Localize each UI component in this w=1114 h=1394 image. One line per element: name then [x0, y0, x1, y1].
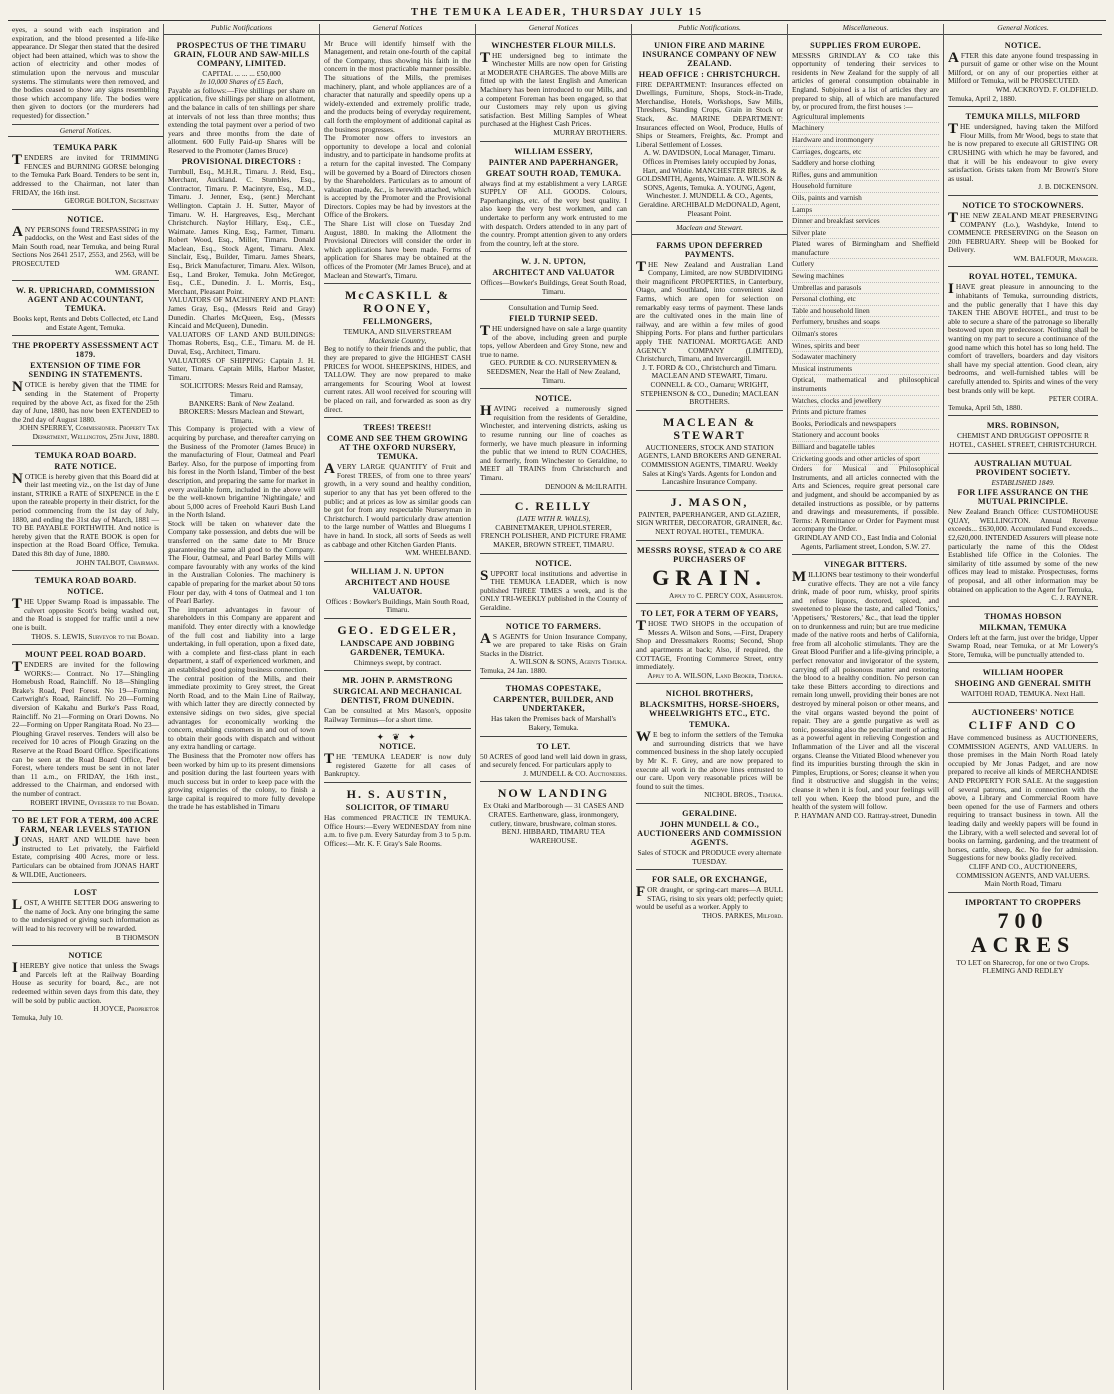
ad-body: TENDERS are invited for TRIMMING FENCES and BURNING GORSE belonging to the Temuka Park Board. Tenders to be sent in, addressed to the Chairman, not later than FRIDAY, the 16th inst.: [12, 152, 159, 197]
column-5: [632, 24, 788, 1390]
ad-signature: A. WILSON & SONS, Agents Temuka.: [509, 657, 627, 667]
ad-shops-to-let: [636, 606, 783, 684]
ad-title: WILLIAM J. N. UPTON: [350, 566, 445, 576]
ad-place: TEMUKA, AND SILVERSTREAM: [343, 327, 452, 337]
valuators-machinery: VALUATORS OF MACHINERY AND PLANT: James Gray, Esq., (Messrs Reid and Gray) Dunedin. Charles McQueen, Esq., (Messrs Kincaid and McQueen), Dunedin.: [168, 295, 315, 331]
prospectus-text: The central position of the Mills, and their immediate proximity to Grey street, the Great North Road, and to the Main Line of Railway, with which latter they are directly connected by extensive sidings on two sides, give special advantages for economically working the concern, enabling customers in and out of town to obtain their goods with dispatch and without any extra handling or cartage.: [168, 673, 315, 752]
supply-list-item: Rifles, guns and ammunition: [792, 170, 939, 182]
ad-body: Can be consulted at Mrs Mason's, opposite Railway Terminus—for a short time.: [324, 706, 471, 725]
ad-coaches: [480, 391, 627, 495]
section-header: Maclean and Stewart.: [632, 224, 787, 235]
ad-signature: GEORGE BOLTON, Secretary: [64, 196, 159, 206]
ad-date: Temuka, April 5th, 1880.: [948, 402, 1023, 412]
column-header: General Notices: [476, 24, 631, 35]
supply-list-item: Household furniture: [792, 181, 939, 193]
ad-body: Books kept, Rents and Debts Collected, etc Land and Estate Agent, Temuka.: [12, 314, 159, 332]
supply-list-item: Oils, paints and varnish: [792, 193, 939, 205]
ad-body: AS AGENTS for Union Insurance Company, we are prepared to take Risks on Grain Stacks in the District.: [480, 630, 627, 658]
column-header: Miscellaneous.: [788, 24, 943, 35]
ad-title: PROSPECTUS OF THE TIMARU GRAIN, FLOUR AND SAW-MILLS COMPANY, LIMITED.: [173, 40, 310, 68]
ad-agents: J. T. FORD & CO., Christchurch and Timaru. MACLEAN AND STEWART, Timaru. CONNELL & CO., Oamaru; WRIGHT, STEPHENSON & CO., Dunedin; MACLEAN BROTHERS.: [640, 362, 779, 407]
ad-title: THE PROPERTY ASSESSMENT ACT 1879.: [12, 341, 159, 360]
ad-upton-valuator: [480, 254, 627, 300]
ad-hobson-milkman: [948, 609, 1098, 664]
ad-title: FOR SALE, OR EXCHANGE,: [651, 875, 768, 885]
ad-title: ROYAL HOTEL, TEMUKA.: [968, 272, 1078, 282]
ad-signature: J. B. DICKENSON.: [1038, 182, 1098, 192]
ad-body: HAVING received a numerously signed requisition from the residents of Geraldine, Winchester, and intervening districts, asking us to resume running our line of coaches as formerly, we have much pleasure in informing the public that we intend to RUN COACHES, and formerly, from Winchester to Geraldine, to MEET all TRAINS from Christchurch and Timaru.: [480, 403, 627, 482]
ad-subtitle: HEAD OFFICE : CHRISTCHURCH.: [638, 69, 781, 79]
column-header: Public Notifications: [164, 24, 319, 35]
ad-farmers-insurance: [480, 619, 627, 680]
supply-list-item: Oilman's stores: [792, 329, 939, 341]
ad-title: TO LET.: [536, 741, 571, 751]
ad-prospectus: [168, 38, 315, 815]
ad-title: NOW LANDING: [497, 786, 610, 801]
ad-subtitle: PAINTER AND PAPERHANGER,: [488, 157, 619, 167]
supply-list-item: Watches, clocks and jewellery: [792, 396, 939, 408]
ad-body: SUPPORT local institutions and advertise in THE TEMUKA LEADER, which is now published THREE TIMES a week, and is the ONLY TRI-WEEKLY published in the County of Geraldine.: [480, 567, 627, 612]
supply-list-item: Hardware and ironmongery: [792, 135, 939, 147]
ad-body: AVERY LARGE QUANTITY of Fruit and Forest TREES, of from one to three years' growth, in a very sound and healthy condition, superior to any that has yet been offered to the public; and at prices as low as similar goods can be got for from any respectable Nurseryman in Christchurch. I would particularly draw attention to the large number of Wattles and Bluegums I have in hand. In stock, all sorts of Seeds as well as cabbage and other Kitchen Garden Plants.: [324, 461, 471, 549]
ad-subtitle: LANDSCAPE AND JOBBING GARDENER, TEMUKA.: [340, 638, 455, 657]
ad-title: THOMAS COPESTAKE,: [505, 684, 602, 694]
ad-title: NOTICE.: [1004, 40, 1042, 50]
ad-title: TO BE LET FOR A TERM, 400 ACRE FARM, NEAR LEVELS STATION: [12, 816, 159, 835]
grain-heading: GRAIN.: [652, 564, 767, 590]
prospectus-text: The Business that the Promoter now offers has been worked by him up to its present dimensions and position during the last fourteen years with much success but in order to keep pace with the growing exigencies of the colony, to finish a large capital is required to more fully develope the trade he has established in Timaru: [168, 750, 315, 812]
article-continuation: [12, 24, 159, 125]
ad-body: AUCTIONEERS, STOCK AND STATION AGENTS, LAND BROKERS AND GENERAL COMMISSION AGENTS, TIMARU. Weekly Sales at King's Yards. Agents for London and Lancashire Insurance Company.: [637, 442, 782, 487]
ad-swags-notice: [12, 948, 159, 1025]
supply-list-item: Saddlery and horse clothing: [792, 158, 939, 170]
column-header: General Notices: [320, 24, 475, 35]
ad-nichol-brothers: [636, 686, 783, 804]
ad-body: Has commenced PRACTICE IN TEMUKA. Office Hours:—Every WEDNESDAY from nine a.m. to five p.m. Every Saturday from 3 to 5 p.m. Offices:—Mr. K. F. Gray's Sale Rooms.: [324, 813, 471, 848]
ad-title: H. S. AUSTIN,: [346, 787, 449, 802]
valuators-land: VALUATORS OF LAND AND BUILDINGS: Thomas Roberts, Esq., C.E., Timaru. M. de H. Duval, Esq., Architect, Timaru.: [168, 329, 315, 356]
ad-signature: THOS. S. LEWIS, Surveyor to the Board.: [31, 631, 159, 641]
ad-title: WILLIAM HOOPER: [982, 668, 1064, 678]
ad-body: IHAVE great pleasure in announcing to the inhabitants of Temuka, surrounding districts, and the public generally that I have this day TAKEN THE ABOVE HOTEL, and trust to be able to secure a share of the patronage so liberally bestowed upon my predecessor. Nothing shall be wanting on my part to secure a continuance of the good name which this hotel has so long held. The comfort of travellers, boarders and day visitors shall have my special attention. Good clean, airy bedrooms, and well-furnished tables will be carefully attended to. Spirits and wines of the very best brands only will be kept.: [948, 281, 1098, 395]
supply-list-item: Musical instruments: [792, 364, 939, 376]
ad-title: GEO. EDGELER,: [337, 622, 458, 637]
ad-essery: [480, 144, 627, 253]
ad-title: MESSRS ROYSE, STEAD & CO ARE PURCHASERS OF: [637, 545, 782, 564]
ad-subtitle: MILKMAN, TEMUKA: [979, 622, 1067, 632]
ad-signature: PETER COIRA.: [1048, 394, 1098, 404]
ad-subtitle: CARPENTER, BUILDER, AND UNDERTAKER,: [493, 695, 614, 714]
ad-title: NOTICE TO FARMERS.: [505, 621, 602, 631]
ad-mccaskill-rooney: [324, 286, 471, 418]
ad-rate-notice: [12, 448, 159, 572]
ad-body: TO LET on Sharecrop, for one or two Crops.: [956, 957, 1090, 967]
supply-list-item: Dinner and breakfast services: [792, 216, 939, 228]
ad-subtitle: ESTABLISHED 1849.: [991, 478, 1055, 487]
ad-title: TREES! TREES!!: [363, 423, 432, 433]
ad-now-landing: [480, 784, 627, 848]
ad-signature: WM. WHEELBAND.: [405, 548, 471, 558]
ad-title: WILLIAM ESSERY,: [514, 146, 593, 156]
ad-amp-society: [948, 456, 1098, 607]
ad-title: W. R. UPRICHARD, COMMISSION AGENT AND ACCOUNTANT, TEMUKA.: [15, 286, 156, 314]
ad-title: TEMUKA MILLS, MILFORD: [965, 112, 1081, 122]
column-1: [8, 24, 164, 1390]
column-4: [476, 24, 632, 1390]
ad-signature: WM. BALFOUR, Manager.: [1013, 253, 1098, 263]
supply-list-item: Sodawater machinery: [792, 352, 939, 364]
acres-heading: 700 ACRES: [970, 907, 1076, 957]
ad-signature: GEO. PURDIE & CO. NURSERYMEN & SEEDSMEN, Near the Hall of New Zealand, Timaru.: [486, 358, 621, 385]
ad-body: Beg to notify to their friends and the public, that they are prepared to give the HIGHEST CASH PRICES for WOOL SHEEPSKINS, HIDES, and TALLOW. They are now prepared to make arrangements for Scouring Wool at lowest current rates. All wool received for scouring will be placed on rail, and forwarded as soon as dry direct.: [324, 344, 471, 414]
valuators-shipping: VALUATORS OF SHIPPING: Captain J. H. Sutter, Timaru. Captain Mills, Harbor Master, Timaru.: [168, 355, 315, 382]
ad-subtitle: (LATE WITH R. WALLS),: [516, 515, 591, 524]
ad-mount-peel: [12, 647, 159, 811]
ad-cliff-auctioneers: [948, 705, 1098, 893]
crest-ornament: ✦ ❦ ✦: [376, 731, 419, 742]
ad-signature: CLIFF AND CO., AUCTIONEERS, COMMISSION AGENTS, AND VALUERS. Main North Road, Timaru: [956, 861, 1090, 889]
ad-body: FIRE DEPARTMENT: Insurances effected on Dwellings, Furniture, Shops, Stock-in-Trade, Merchandise, Hotels, Workshops, Saw Mills, Threshers, Standing Crops, Grain in Stock or Stack, &c. MARINE DEPARTMENT: Insurances effected on Wool, Produce, Hulls of Ships or Steamers, Freights, &c. Prompt and Liberal Settlement of Losses.: [636, 79, 783, 149]
ad-turnip-seed: [480, 302, 627, 389]
column-header: Public Notifications.: [632, 24, 787, 35]
ad-title: THOMAS HOBSON: [984, 611, 1062, 621]
ad-title: NOTICE.: [535, 558, 572, 568]
ad-bull-for-sale: [636, 872, 783, 923]
ad-hooper-smith: [948, 665, 1098, 703]
ad-subtitle: COME AND SEE THEM GROWING AT THE OXFORD NURSERY, TEMUKA.: [326, 434, 469, 462]
ad-title: FARMS UPON DEFERRED PAYMENTS.: [656, 240, 763, 259]
ad-body: 50 ACRES of good land well laid down in grass, and securely fenced. For particulars apply to: [480, 751, 627, 770]
masthead: THE TEMUKA LEADER, THURSDAY JULY 15: [8, 6, 1106, 21]
ad-subtitle: SHOEING AND GENERAL SMITH: [954, 679, 1092, 689]
ad-signature: Apply to C. PERCY COX, Ashburton.: [669, 590, 783, 600]
capital-shares: In 10,000 Shares of £5 Each,: [199, 78, 284, 87]
ad-grain-purchasers: [636, 543, 783, 605]
supply-list-item: Table and household linen: [792, 306, 939, 318]
supply-list-item: Lamps: [792, 205, 939, 217]
ad-signature: JOHN SPERREY, Commissioner. Property Tax Department, Wellington, 25th June, 1880.: [19, 423, 159, 441]
ad-vinegar-bitters: [792, 557, 939, 823]
ad-royal-hotel: [948, 269, 1098, 416]
ad-title: TEMUKA ROAD BOARD.: [34, 576, 137, 586]
ad-signature: P. HAYMAN AND CO. Rattray-street, Dunedin: [794, 810, 937, 820]
column-6: [788, 24, 944, 1390]
supply-list: [792, 112, 939, 465]
supply-list-item: Personal clothing, etc: [792, 294, 939, 306]
ad-signature: B THOMSON: [115, 932, 159, 942]
ad-body: PAINTER, PAPERHANGER, AND GLAZIER, SIGN WRITER, DECORATOR, GRAINER, &c. NEXT ROYAL HOTEL, TEMUKA.: [636, 509, 783, 536]
ad-body: THE NEW ZEALAND MEAT PRESERVING COMPANY (Lo.), Washdyke, Intend to COMMENCE PRESERVING on the Season on 20th FEBRUARY. Sheep will be Booked for Delivery.: [948, 209, 1098, 255]
ad-signature: C. J. RAYNER.: [1051, 593, 1098, 603]
ad-title: W. J. N. UPTON,: [521, 257, 586, 267]
ad-subtitle: EXTENSION OF TIME FOR SENDING IN STATEMENTS.: [28, 361, 143, 380]
ad-edgeler: [324, 621, 471, 672]
ad-body: THE undersigned beg to intimate the Winchester Mills are now open for Gristing at MODERATE CHARGES. The above Mills are fitted up with the latest English and American Machinery has been introduced to our Mills, and a competent Foreman has been engaged, so that our Customers may rely upon us giving satisfaction. Best Milling Samples of Wheat purchased at the Highest Cash Prices.: [480, 49, 627, 129]
ad-title: NOTICE.: [379, 742, 416, 752]
ad-reilly: [480, 497, 627, 553]
ad-farm-to-let: [12, 813, 159, 883]
supply-list-item: Perfumery, brushes and soaps: [792, 317, 939, 329]
ad-body: THOSE TWO SHOPS in the occupation of Messrs A. Wilson and Sons, —First, Drapery Shop and Dressmakers Rooms; Second, Shop and apartments at back; Also, if required, the COTTAGE, Fronting Commerce Street, entry immediately.: [636, 618, 783, 672]
ad-croppers: [948, 895, 1098, 979]
ad-title: UNION FIRE AND MARINE INSURANCE COMPANY OF NEW ZEALAND.: [642, 40, 777, 68]
ad-body: Orders left at the farm, just over the bridge, Upper Swamp Road, near Temuka, or at Mr Lowery's Store, Temuka, will be punctually attended to.: [948, 632, 1098, 659]
ad-maclean-stewart: [636, 413, 783, 491]
capital: CAPITAL ... ... ... £50,000: [202, 68, 281, 78]
ad-body: THE New Zealand and Australian Land Company, Limited, are now SUBDIVIDING their magnificent PROPERTIES, in Canterbury, Otago, and Southland, into convenient sized Farms, which are open for selection on remarkably easy terms of payment. These lands are the cultivated ones in the main line of railway, and are within a few miles of good Shipping Ports. For plans and further particulars apply THE NATIONAL MORTGAGE AND AGENCY COMPANY (LIMITED), Christchurch, Timaru, and Invercargill.: [636, 258, 783, 364]
ad-title: AUSTRALIAN MUTUAL PROVIDENT SOCIETY.: [974, 458, 1072, 477]
ad-temuka-mills: [948, 109, 1098, 196]
ad-meat-preserving: [948, 198, 1098, 268]
ad-property-assessment: [12, 338, 159, 445]
ad-title: FIELD TURNIP SEED.: [509, 314, 598, 324]
ad-body: THE undersigned have on sale a large quantity of the above, including green and purple tops, yellow Aberdeen and Grey Stone, new and true to name.: [480, 323, 627, 359]
ad-subtitle: GREAT SOUTH ROAD, TEMUKA.: [485, 168, 622, 178]
ad-lost-dog: [12, 885, 159, 946]
ad-mundell: [636, 806, 783, 870]
ad-signature: ROBERT IRVINE, Overseer to the Board.: [30, 797, 159, 807]
supply-list-item: Machinery: [792, 123, 939, 135]
ad-title: WINCHESTER FLOUR MILLS.: [491, 40, 616, 50]
ad-to-let-acres: [480, 739, 627, 783]
prospectus-text: The Promoter now offers to investors an opportunity to develope a local and colonial industry, and to participate in handsome profits at a return for the capital invested. The Company will be governed by a Board of Directors chosen by the Shareholders. Particulars as to amount of valuation made, &c., is herewith attached, which is accepted by the Promoter and the Provisional Directors. Copies may be had by investors at the Office of the Brokers.: [324, 133, 471, 220]
supply-list-item: Stationery and account books: [792, 430, 939, 442]
ad-union-insurance: [636, 38, 783, 223]
prospectus-terms: Payable as follows:—Five shillings per share on application, five shillings per share on allotment, and the balance in calls of ten shillings per share at intervals of not less than three months; thus extending the total payment over a period of two years and three months from the date of allotment. 600 Fully Paid-up Shares will be Reserved to the Promoter (James Bruce): [168, 85, 315, 155]
prospectus-text: The Share List will close on Tuesday 2nd August, 1880. In making the Allotment the Provisional Directors will consider the order in which applications have been made. Forms of application for Shares may be obtained at the offices of the Promoter (Mr James Bruce), and at Maclean and Stewart's, Timaru.: [324, 219, 471, 280]
ad-body: Offices : Bowker's Buildings, Main South Road, Timaru.: [325, 596, 470, 615]
ad-body: Offices—Bowker's Buildings, Great South Road, Timaru.: [480, 278, 627, 296]
column-header: General Notices.: [944, 24, 1102, 35]
ad-body: CHEMIST AND DRUGGIST OPPOSITE R HOTEL, CASHEL STREET, CHRISTCHURCH.: [949, 431, 1097, 449]
ad-body: NOTICE is hereby given that this Board did at their last meeting viz., on the 1st day of June instant, STRIKE a RATE of SIXPENCE in the £ upon the rateable property in their district, for the period commencing from the 1st day of July, 1880, and ending the 31st day of March, 1881 — TO BE PAYABLE FORTHWITH. And notice is hereby given that the RATE BOOK is open for inspection at the Road Board Office, Temuka. Dated this 8th day of June, 1880.: [12, 470, 159, 558]
ad-body: New Zealand Branch Office: CUSTOMHOUSE QUAY, WELLINGTON. Annual Revenue exceeds... £630,000. Accumulated Fund exceeds... £2,620,000. INTENDED Assurers will please note particularly the name of this the Oldest Established life Office in the Colonies. The similarity of title assumed by some of the new offices may lead to mistake. Prospectuses, forms of proposal, and all other information may be obtained on application to the Agent for Temuka,: [948, 507, 1098, 594]
ad-grindlay-supplies: [792, 38, 939, 556]
ad-title: AUCTIONEERS' NOTICE: [971, 708, 1075, 718]
ad-subtitle: RATE NOTICE.: [54, 461, 117, 471]
ad-signature: FLEMING AND REDLEY: [982, 966, 1064, 976]
ad-body: THE undersigned, having taken the Milford Flour Mills, from Mr Wood, begs to state that he is now prepared to execute all GRISTING OR CRUSHING with which he may be favored, and that it will be his endeavour to give every satisfaction. Grists taken from Mr Brown's Store as usual.: [948, 121, 1098, 183]
cliff-heading: CLIFF AND CO: [968, 718, 1078, 733]
columns: [8, 24, 1106, 1390]
ad-body: MESSRS GRINDLAY & CO take this opportunity of tendering their services to residents in New Zealand for the supply of all articles of general consumption obtainable in England. Subjoined is a list of articles they are prepared to ship, all of which are manufactured by, or procured from, the first houses :—: [792, 50, 939, 112]
ad-title: TO LET, FOR A TERM OF YEARS,: [640, 609, 779, 619]
ad-title: J. MASON,: [670, 494, 749, 509]
ad-body: Have commenced business as AUCTIONEERS, COMMISSION AGENTS, AND VALUERS. In those premises in the Main North Road lately occupied by Mr Jonas Padget, and are now prepared to receive all kinds of MERCHANDISE AND PROPERTY FOR SALE. At the suggestion of several patrons, and in connection with the above, a Library and Commercial Room have been opened for the use of Farmers and others requiring to transact business in town. All the leading daily and weekly papers will be found in the Library, with a well selected and several lot of books on farming, gardening, and the treatment of horses, cattle, sheep, &c. No fee for admission. Suggestions for new books gladly received.: [948, 733, 1098, 863]
bankers: BANKERS: Bank of New Zealand.: [188, 398, 295, 408]
ad-subtitle: FOR LIFE ASSURANCE ON THE MUTUAL PRINCIPLE.: [957, 488, 1089, 507]
ad-title: TEMUKA ROAD BOARD.: [34, 450, 137, 460]
ad-note: Consultation and Turnip Seed.: [508, 303, 599, 313]
brokers: BROKERS: Messrs Maclean and Stewart, Timaru.: [178, 407, 304, 425]
ad-body: WAITOHI ROAD, TEMUKA. Next Hall.: [961, 689, 1085, 699]
ad-signature: JOHN TALBOT, Chairman.: [76, 557, 159, 567]
prospectus-text: Mr Bruce will identify himself with the Management, and retain one-fourth of the capital of the Company, thus showing his faith in the concern in the most practicable manner possible. The situations of the Mills, the premises machinery, plant, and whole appliances are of a character that naturally and speedily opens up a widely-extended and extremely prolific trade, and the products being of everyday requirement, call forth the employment of additional capital as the business progresses.: [324, 38, 471, 134]
ad-subtitle: SOLICITOR, OF TIMARU: [345, 803, 450, 813]
prospectus-text: The important advantages in favour of shareholders in this Company are apparent and manifold. They enter directly with a knowledge of the full cost and liability into a large undertaking, in full operation, upon a fixed date, with a complete and first-class plant in each department, a staff of experienced workmen, and an established good going business connection.: [168, 604, 315, 674]
ad-body: THE Upper Swamp Road is impassable. The culvert opposite Scott's being washed out, and the Road is stopped for traffic until a new one is built.: [12, 596, 159, 632]
ad-temuka-park: [12, 140, 159, 210]
ad-title: NOTICE.: [67, 214, 104, 224]
ad-signature: THOS. PARKES, Milford.: [702, 911, 783, 920]
ad-robinson-chemist: [948, 418, 1098, 453]
prospectus-text: Stock will be taken on whatever date the Company take possession, and debts due will be transferred on the same date to Mr Bruce guaranteeing the same all good to the Company. The Flour, Oatmeal, and Pearl Barley Mills will compare favourably with any works of the kind in the Australian Colonies. The machinery is capable of preparing for the market about 50 tons Flour per day, with 4 tons of Oatmeal and 1 ton of Pearl Barley.: [168, 518, 315, 606]
ad-copestake: [480, 681, 627, 736]
ad-mason-painter: [636, 493, 783, 541]
ad-agents: A. W. DAVIDSON, Local Manager, Timaru. Offices in Premises lately occupied by Jonas, Hart, and Wildie. MANCHESTER BROS. & GOLDSMITH, Agents, Waimate. A. WILSON & SONS, Agents, Temuka. A. YOUNG, Agent, Winchester. J. MUNDELL & CO., Agents, Geraldine. ARCHIBALD McDONALD, Agent, Pleasant Point.: [636, 148, 783, 218]
ad-body: Sales of STOCK and PRODUCE every alternate TUESDAY.: [637, 848, 782, 866]
supply-list-item: Wines, spirits and beer: [792, 341, 939, 353]
ad-signature: DENOON & McILRAITH.: [545, 481, 627, 491]
ad-gazette-notice: [324, 731, 471, 783]
ad-signature: H JOYCE, Proprietor: [93, 1004, 159, 1014]
column-3: [320, 24, 476, 1390]
supply-list-item: Silver plate: [792, 228, 939, 240]
ad-body: Ex Otaki and Marlborough — 31 CASES AND CRATES. Earthenware, glass, ironmongery, cutlery, tinware, brushware, colman stores.: [483, 801, 624, 828]
ad-subtitle: NOTICE.: [67, 587, 104, 597]
ad-body: FOR draught, or spring-cart mares—A BULL STAG, rising to six years old; perfectly quiet; would be useful as a worker. Apply to: [636, 884, 783, 912]
ad-title: NOTICE.: [535, 394, 572, 404]
ad-body: always find at my establishment a very LARGE SUPPLY OF ALL GOODS. Colours, Paperhangings, etc. of the very best quality. I also keep the very best workmen, and can undertake to perform any work entrusted to me with despatch. Orders attended to in any part of the country. Prompt attention given to any orders from the country, left at the store.: [480, 178, 627, 248]
ad-body: ANY PERSONS found TRESPASSING in my paddocks, on the West and East sides of the Main South road, near Temuka, and being Rural Sections Nos 2641 2517, 2553, and 2563, will be PROSECUTED: [12, 223, 159, 269]
ad-body: LOST, A WHITE SETTER DOG answering to the name of Jock. Any one bringing the same to the undersigned or giving such information as will lead to his recovery will be rewarded.: [12, 897, 159, 933]
ad-body: JONAS, HART AND WILDIE have been instructed to Let privately, the Fairfield Estate, comprising 400 Acres, more or less. Particulars can be obtained from JONAS HART & WILDIE, Auctioneers.: [12, 834, 159, 879]
supply-list-item: Billiard and bagatelle tables: [792, 442, 939, 454]
ad-subtitle: BLACKSMITHS, HORSE-SHOERS, WHEELWRIGHTS ETC., ETC.: [639, 700, 780, 719]
ad-body: WE beg to inform the settlers of the Temuka and surrounding districts that we have commenced business in the shop lately occupied by Mr K. F. Grey, and are now prepared to execute all work in the above lines entrusted to our care. Upon very reasonable prices will be found to suit the times.: [636, 729, 783, 791]
ad-date: Temuka, 24 Jan. 1880.: [480, 665, 547, 675]
ad-title: IMPORTANT TO CROPPERS: [965, 897, 1081, 907]
ad-body: AFTER this date anyone found trespassing in pursuit of game or other wise on the Mount Milford, or on any of our properties either at Milford or Temuka, will be PROSECUTED.: [948, 49, 1098, 86]
ad-title: GERALDINE.: [682, 809, 737, 819]
supply-list-item: Optical, mathematical and philosophical instruments: [792, 375, 939, 395]
ad-title: NOTICE TO STOCKOWNERS.: [962, 200, 1084, 210]
ad-title: NICHOL BROTHERS,: [665, 689, 754, 699]
ad-signature: BENJ. HIBBARD, TIMARU TEA WAREHOUSE.: [501, 827, 606, 845]
ad-body: Chimneys swept, by contract.: [353, 657, 442, 667]
ad-subtitle: ARCHITECT AND HOUSE VALUATOR.: [344, 577, 451, 596]
supply-list-item: Books, Periodicals and newspapers: [792, 419, 939, 431]
ad-title: NOTICE: [68, 951, 103, 961]
supply-list-item: Cutlery: [792, 259, 939, 271]
supply-list-item: Agricultural implements: [792, 112, 939, 124]
ad-body: THE 'TEMUKA LEADER' is now duly registered Gazette for all cases of Bankruptcy.: [324, 751, 471, 779]
ad-body: MILLIONS bear testimony to their wonderful curative effects. They are not a vile fancy drink, made of poor rum, whisky, proof spirits and refuse liquors, doctored, spiced, and sweetened to please the taste, and called 'Tonics,' 'Appetisers,' 'Restorers,' &c., that lead the tippler on to drunkenness and ruin; but are true medicine made of the native roots and herbs of California, free from all alcoholic stimulants. They are the Great Blood Purifier and a life-giving principle, a perfect renovator and invigorator of the system, carrying off all poisonous matter and restoring the blood to a healthy condition. No person can take these Bitters according to directions and remain long unwell, providing their bones are not destroyed by mineral poison or other means, and the vital organs wasted beyond the point of repair. They are a gentle purgative as well as tonic, possessing also the peculiar merit of acting as a powerful agent in relieving Congestion and Inflammation of the Liver and all the visceral organs. Cleanse the Vitiated Blood whenever you find its impurities bursting through the skin in Pimples, Eruptions, or Sores; cleanse it when you find it obstructive and sluggish in the veins; cleanse it when it is foul, and your feelings will tell you when. Keep the blood pure, and the health of the system will follow.: [792, 569, 939, 812]
directors-list: Turnbull, Esq., M.H.R., Timaru. J. Reid, Esq., Merchant, Auckland. C. Stumbles, Esq., Contractor, Timaru. P. Macintyre, Esq., M.D., Timaru. J. Jenner, Esq., (senr.) Merchant Wellington. Captain J. H. Sutter, Mayor of Timaru. W. H. Hargreaves, Esq., Merchant Christchurch. Naylor Hillary, Esq., C.E., Waimate. James King, Esq., Farmer, Timaru. Robert Wood, Esq., Miller, Timaru. Donald Maclean, Esq., Stock Agent, Timaru. Alex. Sinclair, Esq., Builder, Timaru. James Shears, Esq., Brick Manufacturer, Timaru. Alex. Wilson, Esq., Land Broker, Temuka. John McGregor, Esq., C.E., Dunedin. J. L. Morris, Esq., Merchant, Pleasant Point.: [168, 166, 315, 296]
ad-upton-architect: [324, 564, 471, 619]
ad-title: TEMUKA PARK: [53, 143, 118, 153]
ad-deferred-farms: [636, 238, 783, 411]
column-header: General Notices.: [8, 127, 163, 138]
ad-subtitle: FELLMONGERS,: [362, 317, 433, 327]
ad-signature: WM. ACKROYD. F. OLDFIELD.: [995, 84, 1098, 94]
ad-place: Mackenzie Country,: [368, 336, 427, 345]
ad-signature: WM. GRANT.: [115, 267, 159, 277]
ad-signature: MURRAY BROTHERS.: [553, 127, 627, 137]
ad-trespass-notice: [12, 212, 159, 282]
ad-signature: NICHOL BROS., Temuka.: [704, 790, 783, 800]
supply-list-item: Prints and picture frames: [792, 407, 939, 419]
column-2: [164, 24, 320, 1390]
prospectus-text: This Company is projected with a view of acquiring by purchase, and thereafter carrying on the Business of the Promoter (James Bruce) in the manufacturing of Flour, Oatmeal and Pearl Barley. Also, for the purpose of importing from his forest in the North Island, Timber of the best description, and preparing the same for market in every available form, included in the above will be the well-known brigantine 'Nightingale,' and about 5,000 acres of Freehold Kauri Bush Land in the North Island.: [168, 424, 315, 520]
ad-body: CABINETMAKER, UPHOLSTERER, FRENCH POLISHER, AND PICTURE FRAME MAKER, BROWN STREET, TIMARU.: [480, 522, 627, 549]
supply-list-item: Sewing machines: [792, 271, 939, 283]
ad-title: MACLEAN & STEWART: [663, 414, 756, 442]
ad-leader-notice: [480, 556, 627, 617]
prospectus-continued: [324, 38, 471, 285]
ad-title: MRS. ROBINSON,: [986, 421, 1060, 431]
ad-title: MR. JOHN P. ARMSTRONG: [342, 676, 453, 686]
supply-list-item: Cricketing goods and other articles of sport: [792, 454, 939, 466]
directors-heading: PROVISIONAL DIRECTORS :: [181, 156, 302, 166]
ad-date: Temuka, April 2, 1880.: [948, 93, 1017, 103]
ad-body: Has taken the Premises back of Marshall's Bakery, Temuka.: [491, 714, 616, 733]
article-text: eyes, a sound with each inspiration and expiration, and the blood presented a life-like appearance. Dr Slegar then stated that the desired object had been attained, which was to show the action of electricity and other modes of stimulation upon the nervous and muscular systems. The stimulants were then removed, and the bodies ceased to show any signs resembling those which accompany life. The bodies were then given to doctors (or the murderers had requested) for dissection.": [12, 25, 159, 120]
ad-signature: Apply to A. WILSON, Land Broker, Temuka.: [647, 670, 783, 680]
supply-list-item: Carriages, dogcarts, etc: [792, 147, 939, 159]
ad-subtitle: SURGICAL AND MECHANICAL DENTIST, FROM DUNEDIN.: [333, 687, 462, 706]
ad-date: Temuka, July 10.: [12, 1012, 63, 1022]
ad-uprichard: [12, 283, 159, 336]
ad-oxford-nursery: [324, 420, 471, 562]
ad-body: TENDERS are invited for the following WORKS:— Contract. No 17—Shingling Homebush Road, Raincliff. No 18—Shingling Brake's Road, Peel Forest. No 19—Forming Cartwright's Road, Raincliff. No 20—Forming diversion of Kakahu and Burke's Pass Road, Raincliff. No 21—Forming on Orari Downs. No 22—Forming on Upper Rangitata Road. No 23—Ploughing Gravel reserves. Tenders will also be received for 10 acres of Plough Grazing on the Reserve at the Road Board Office. Specifications can be seen at the Road Board Office, Peel Forest, where tenders must be sent in not later than 11 a.m., on FRIDAY, the 16th inst., addressed to the Chairman, and endorsed with the number of contract.: [12, 659, 159, 798]
ad-austin-solicitor: [324, 785, 471, 851]
supply-list-item: Umbrellas and parasols: [792, 283, 939, 295]
ad-subtitle: JOHN MUNDELL & CO., AUCTIONEERS AND COMMISSION AGENTS.: [637, 820, 782, 848]
ad-title: McCASKILL & ROONEY,: [344, 288, 450, 316]
ad-body: NOTICE is hereby given that the TIME for sending in the Statement of Property required by the above Act, as fixed for the 25th day of June, 1880, has now been EXTENDED to the 2nd day of August 1880.: [12, 379, 159, 424]
ad-swamp-road: [12, 573, 159, 645]
solicitors: SOLICITORS: Messrs Reid and Ramsay, Timaru.: [180, 381, 303, 399]
ad-subtitle: ARCHITECT AND VALUATOR: [492, 268, 615, 278]
ad-winchester-mills: [480, 38, 627, 142]
column-7: [944, 24, 1102, 1390]
ad-armstrong-dentist: [324, 673, 471, 728]
ad-milford-trespass: [948, 38, 1098, 108]
ad-place: TEMUKA.: [689, 720, 730, 730]
supply-list-item: Plated wares of Birmingham and Sheffield manufacture: [792, 239, 939, 259]
ad-title: LOST: [73, 888, 98, 898]
ad-title: VINEGAR BITTERS.: [823, 560, 908, 570]
ad-title: C. REILLY: [514, 499, 593, 514]
ad-body: IHEREBY give notice that unless the Swags and Parcels left at the Railway Boarding House as security for board, &c., are not redeemed within seven days from this date, they will be sold by public auction.: [12, 960, 159, 1005]
ad-body: Orders for Musical and Philosophical Instruments, and all articles connected with the Arts and Sciences, require great personal care and judgment, and should be accompanied by as detailed instructions as possible, or by patterns and drawings and measurements, if possible. Terms: A Remittance or Order for Payment must accompany the Order.: [792, 464, 939, 534]
ad-title: MOUNT PEEL ROAD BOARD.: [25, 650, 146, 660]
ad-signature: J. MUNDELL & CO. Auctioneers.: [523, 768, 627, 778]
ad-title: SUPPLIES FROM EUROPE.: [810, 40, 921, 50]
ad-signature: GRINDLAY AND CO., East India and Colonial Agents, Parliament street, London, S.W. 27.: [794, 532, 937, 551]
